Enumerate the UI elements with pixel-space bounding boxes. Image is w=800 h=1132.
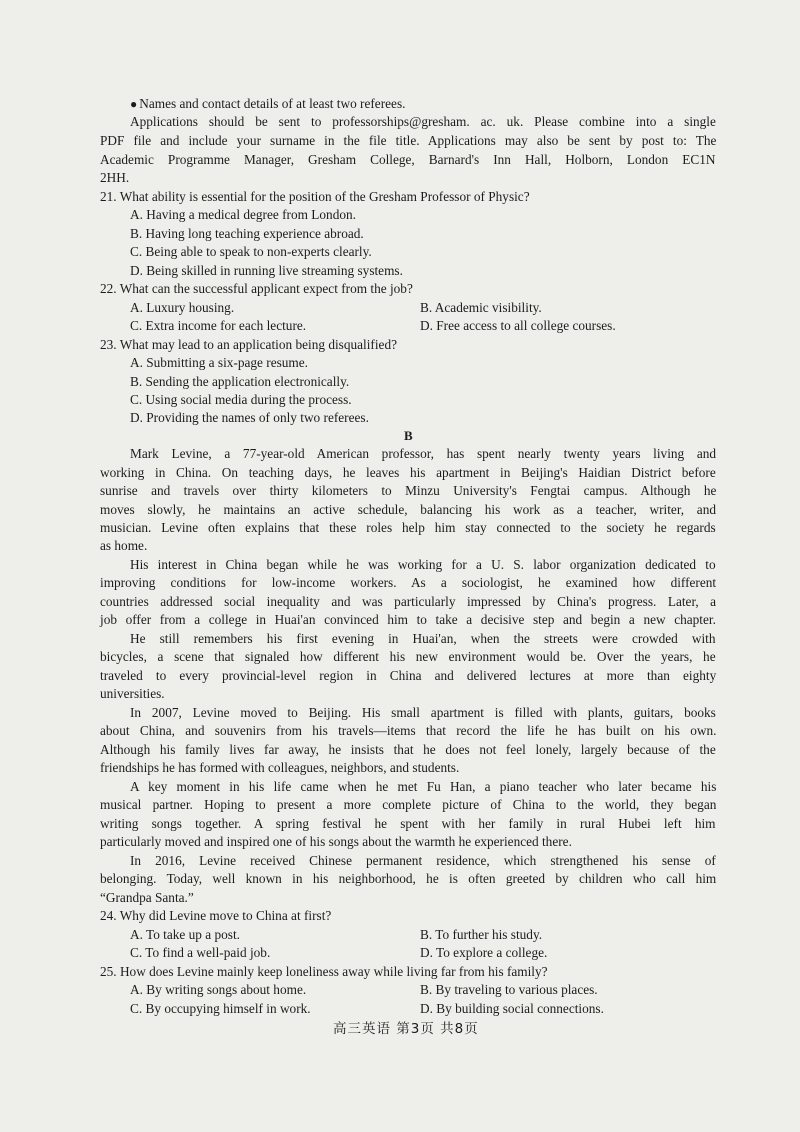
passage-line: traveled to every provincial-level region in China and delivered lectures at more than eighty bbox=[100, 668, 717, 683]
question-24-option-d: D. To explore a college. bbox=[420, 945, 548, 960]
applications-line-2: PDF file and include your surname in the file title. Applications may also be sent by post to: The bbox=[100, 133, 717, 148]
applications-line-4: 2HH. bbox=[100, 170, 130, 185]
question-24-option-a: A. To take up a post. bbox=[130, 927, 240, 942]
question-22-option-b: B. Academic visibility. bbox=[420, 300, 542, 315]
question-24-option-c: C. To find a well-paid job. bbox=[130, 945, 271, 960]
passage-line: sunrise and travels over thirty kilometers to Minzu University's Fengtai campus. Although he bbox=[100, 483, 717, 498]
question-22-option-a: A. Luxury housing. bbox=[130, 300, 235, 315]
passage-line: belonging. Today, well known in his neighborhood, he is often greeted by children who call him bbox=[100, 871, 717, 886]
question-21-option-b: B. Having long teaching experience abroad. bbox=[130, 226, 364, 241]
passage-line: about China, and souvenirs from his travels—items that record the life he has built on his own. bbox=[100, 723, 717, 738]
passage-line: moves slowly, he maintains an active schedule, balancing his work as a teacher, writer, and bbox=[100, 502, 716, 517]
passage-line: particularly moved and inspired one of his songs about the warmth he experienced there. bbox=[100, 834, 572, 849]
question-25-option-d: D. By building social connections. bbox=[420, 1001, 604, 1016]
question-23-option-b: B. Sending the application electronically. bbox=[130, 374, 350, 389]
passage-line: Although his family lives far away, he insists that he does not feel lonely, largely because of the bbox=[100, 742, 716, 757]
question-22-option-c: C. Extra income for each lecture. bbox=[130, 318, 307, 333]
passage-line: musician. Levine often explains that these roles help him stay connected to the society he regards bbox=[100, 520, 716, 535]
question-23-option-c: C. Using social media during the process. bbox=[130, 392, 352, 407]
passage-line: countries addressed social inequality and was particularly impressed by China's progress. Later, a bbox=[100, 594, 717, 609]
question-23-option-d: D. Providing the names of only two referees. bbox=[130, 410, 369, 425]
referees-item-text: Names and contact details of at least two referees. bbox=[139, 96, 406, 111]
question-24-option-b: B. To further his study. bbox=[420, 927, 543, 942]
question-25-stem: 25. How does Levine mainly keep loneliness away while living far from his family? bbox=[100, 964, 548, 979]
passage-line: job offer from a college in Huai'an convinced him to take a decisive step and begin a new chapter. bbox=[100, 612, 716, 627]
passage-line: as home. bbox=[100, 538, 148, 553]
question-21-option-d: D. Being skilled in running live streaming systems. bbox=[130, 263, 403, 278]
question-21-stem: 21. What ability is essential for the position of the Gresham Professor of Physic? bbox=[100, 189, 530, 204]
passage-line: “Grandpa Santa.” bbox=[100, 890, 194, 905]
passage-line: friendships he has formed with colleagues, neighbors, and students. bbox=[100, 760, 460, 775]
bullet-icon: ● bbox=[130, 97, 138, 111]
question-22-option-d: D. Free access to all college courses. bbox=[420, 318, 616, 333]
question-23-stem: 23. What may lead to an application being disqualified? bbox=[100, 337, 397, 352]
passage-line: His interest in China began while he was working for a U. S. labor organization dedicated to bbox=[130, 557, 716, 572]
passage-line: bicycles, a scene that signaled how different his new environment would be. Over the years, he bbox=[100, 649, 716, 664]
passage-line: A key moment in his life came when he met Fu Han, a piano teacher who later became his bbox=[130, 779, 717, 794]
section-b-title: B bbox=[404, 428, 413, 443]
question-23-option-a: A. Submitting a six-page resume. bbox=[130, 355, 309, 370]
referees-bullet-line bbox=[130, 95, 405, 113]
passage-line: In 2007, Levine moved to Beijing. His small apartment is filled with plants, guitars, books bbox=[130, 705, 716, 720]
question-25-option-b: B. By traveling to various places. bbox=[420, 982, 598, 997]
question-22-stem: 22. What can the successful applicant expect from the job? bbox=[100, 281, 413, 296]
question-24-stem: 24. Why did Levine move to China at first? bbox=[100, 908, 332, 923]
passage-line: universities. bbox=[100, 686, 165, 701]
passage-line: He still remembers his first evening in Huai'an, when the streets were crowded with bbox=[130, 631, 716, 646]
passage-line: writing songs together. A spring festival he spent with her family in rural Hubei left him bbox=[100, 816, 716, 831]
page-footer: 高三英语 第3页 共8页 bbox=[333, 1021, 479, 1037]
applications-line-1: Applications should be sent to professorships@gresham. ac. uk. Please combine into a single bbox=[130, 114, 716, 129]
applications-line-3: Academic Programme Manager, Gresham College, Barnard's Inn Hall, Holborn, London EC1N bbox=[100, 152, 716, 167]
passage-line: working in China. On teaching days, he leaves his apartment in Beijing's Haidian District before bbox=[100, 465, 716, 480]
passage-line: Mark Levine, a 77-year-old American professor, has spent nearly twenty years living and bbox=[130, 446, 717, 461]
question-21-option-c: C. Being able to speak to non-experts clearly. bbox=[130, 244, 372, 259]
passage-line: musical partner. Hoping to present a more complete picture of China to the world, they began bbox=[100, 797, 717, 812]
question-21-option-a: A. Having a medical degree from London. bbox=[130, 207, 356, 222]
question-25-option-c: C. By occupying himself in work. bbox=[130, 1001, 311, 1016]
question-25-option-a: A. By writing songs about home. bbox=[130, 982, 307, 997]
passage-line: In 2016, Levine received Chinese permanent residence, which strengthened his sense of bbox=[130, 853, 716, 868]
passage-line: improving conditions for low-income workers. As a sociologist, he examined how different bbox=[100, 575, 717, 590]
